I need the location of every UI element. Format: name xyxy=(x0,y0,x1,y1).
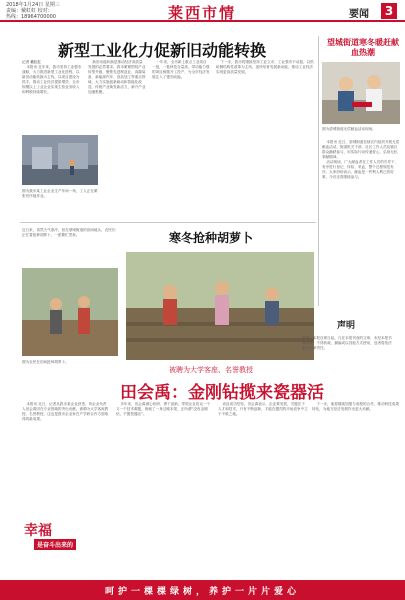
factory-photo-caption: 图为我市某工业企业生产车间一角，工人正在紧张有序地作业。 xyxy=(22,189,98,198)
header-meta xyxy=(6,2,60,20)
article-right-headline: 望城街道寒冬暖赶献血热潮 xyxy=(327,38,399,57)
article2-para2: 多年来，田会禹潜心钻研、勇于创新，带领企业攻克一个又一个技术难题，练就了一身过硬本领，正所谓“没有金刚钻，不揽瓷器活”。 xyxy=(116,402,211,416)
factory-photo xyxy=(22,135,98,185)
article1-para2: 新旧动能转换是推动经济高质量发展的必然要求。我市紧紧围绕产业转型升级，聚焦先进制造业、高端装备、新能源汽车、食品加工等重点领域，大力实施创新驱动和智能化改造，传统产业焕发新活力，新兴产业加速集聚。 xyxy=(88,60,146,94)
article-mid-caption-2: 图为农民在田间抢种胡萝卜。 xyxy=(22,360,69,364)
article1-headline: 新型工业化力促新旧动能转换 xyxy=(57,41,266,60)
article2-column-4 xyxy=(312,402,400,572)
blood-donation-caption: 图为望城街道无偿献血活动现场。 xyxy=(322,127,376,131)
blood-donation-photo xyxy=(322,62,400,124)
article1-para3: 一年来，全市新上重点工业项目一批，一批科技含量高、带动能力强的项目相继开工投产，为全市经济发展注入了强劲动能。 xyxy=(152,60,210,79)
happiness-slogan-title: 幸福 xyxy=(24,523,52,539)
notice-title: 声明 xyxy=(336,321,355,331)
column-divider xyxy=(318,36,319,306)
article1-para4: 下一步，我市将继续坚持工业立市、工业强市不动摇，以供给侧结构性改革为主线，加快培育发展新动能，推动工业经济实现更高质量发展。 xyxy=(216,60,314,74)
phone-line: 热线：18964700000 xyxy=(6,14,56,20)
article-right-body xyxy=(322,140,400,220)
bottom-banner xyxy=(0,580,405,600)
carrot-planting-photo-left xyxy=(22,268,118,356)
date-line: 2018年1月24日 星期三 xyxy=(6,2,60,8)
masthead-bar xyxy=(0,0,405,22)
happiness-slogan-subtitle: 是奋斗出来的 xyxy=(34,539,76,550)
article-mid-caption-1: 近日来，虽然天气寒冷，但在望城街道的田间地头，农民们正忙着抢种胡萝卜，一派繁忙景象。 xyxy=(22,228,116,237)
editor-line: 责编：戴虹虹 校对： xyxy=(6,8,53,14)
page-number: 3 xyxy=(381,3,397,19)
notice-body: 声明：本报自即日起，凡在本报刊登的文章，未经本报书面授权，不得转载、摘编或以其他方式使用，违者将依法追究法律责任。 xyxy=(302,336,392,350)
article1-column-4 xyxy=(216,60,314,190)
article1-para1: 本报讯 近年来，我市坚持工业强市战略，大力推进新型工业化进程，以新旧动能转换为主线，以项目建设为抓手，推动工业经济提质增效，全市规模以上工业企业实现主营业务收入和利税持续增长。 xyxy=(22,65,82,94)
article2-subline: 被聘为大学客座、名誉教授 xyxy=(169,366,253,374)
article2-column-3 xyxy=(218,402,308,572)
article2-column-2 xyxy=(116,402,212,572)
section-title: 要闻 xyxy=(349,9,369,20)
article1-column-3 xyxy=(152,60,210,190)
bottom-banner-text: 呵护一棵棵绿树，养护一片片爱心 xyxy=(104,587,300,597)
article1-byline: 记者 戴虹虹 xyxy=(22,60,42,64)
section-divider xyxy=(20,222,316,223)
article2-para1: 本报讯 近日，记者从我市某企业获悉，该企业负责人田会禹因在专业领域的突出贡献，被聘为大学客座教授、名誉教授，这也是我市企业家在产学研合作方面取得的新成果。 xyxy=(22,402,109,421)
article-mid-headline: 寒冬抢种胡萝卜 xyxy=(168,231,253,245)
article2-column-1 xyxy=(22,402,110,512)
carrot-planting-photo-main xyxy=(126,252,314,360)
newspaper-masthead: 莱西市情 xyxy=(168,4,237,22)
article2-para4: 下一步，他将继续加强与高校的合作，推动科技成果转化，为地方经济发展作出更大贡献。 xyxy=(312,402,399,411)
article2-headline: 田会禹：金刚钻揽来瓷器活 xyxy=(120,383,324,403)
happiness-slogan xyxy=(20,520,114,552)
article-right-para1: 本报讯 近日，望城街道在辖区内组织开展无偿献血活动，街道机关干部、社区工作人员及辖区群众踊跃参与，用实际行动传递爱心，弘扬无私奉献精神。 xyxy=(322,140,400,159)
article2-para3: 谈及成功经验，田会禹表示，企业要发展，关键在于人才和技术，只有不断创新，才能在激烈的市场竞争中立于不败之地。 xyxy=(218,402,308,416)
article-right-para2: 活动现场，广大献血者在工作人员的引导下，有序进行登记、体检、采血，整个过程规范有序。大家纷纷表示，献血是一件利人利己的好事，今后还将继续参与。 xyxy=(322,160,399,179)
